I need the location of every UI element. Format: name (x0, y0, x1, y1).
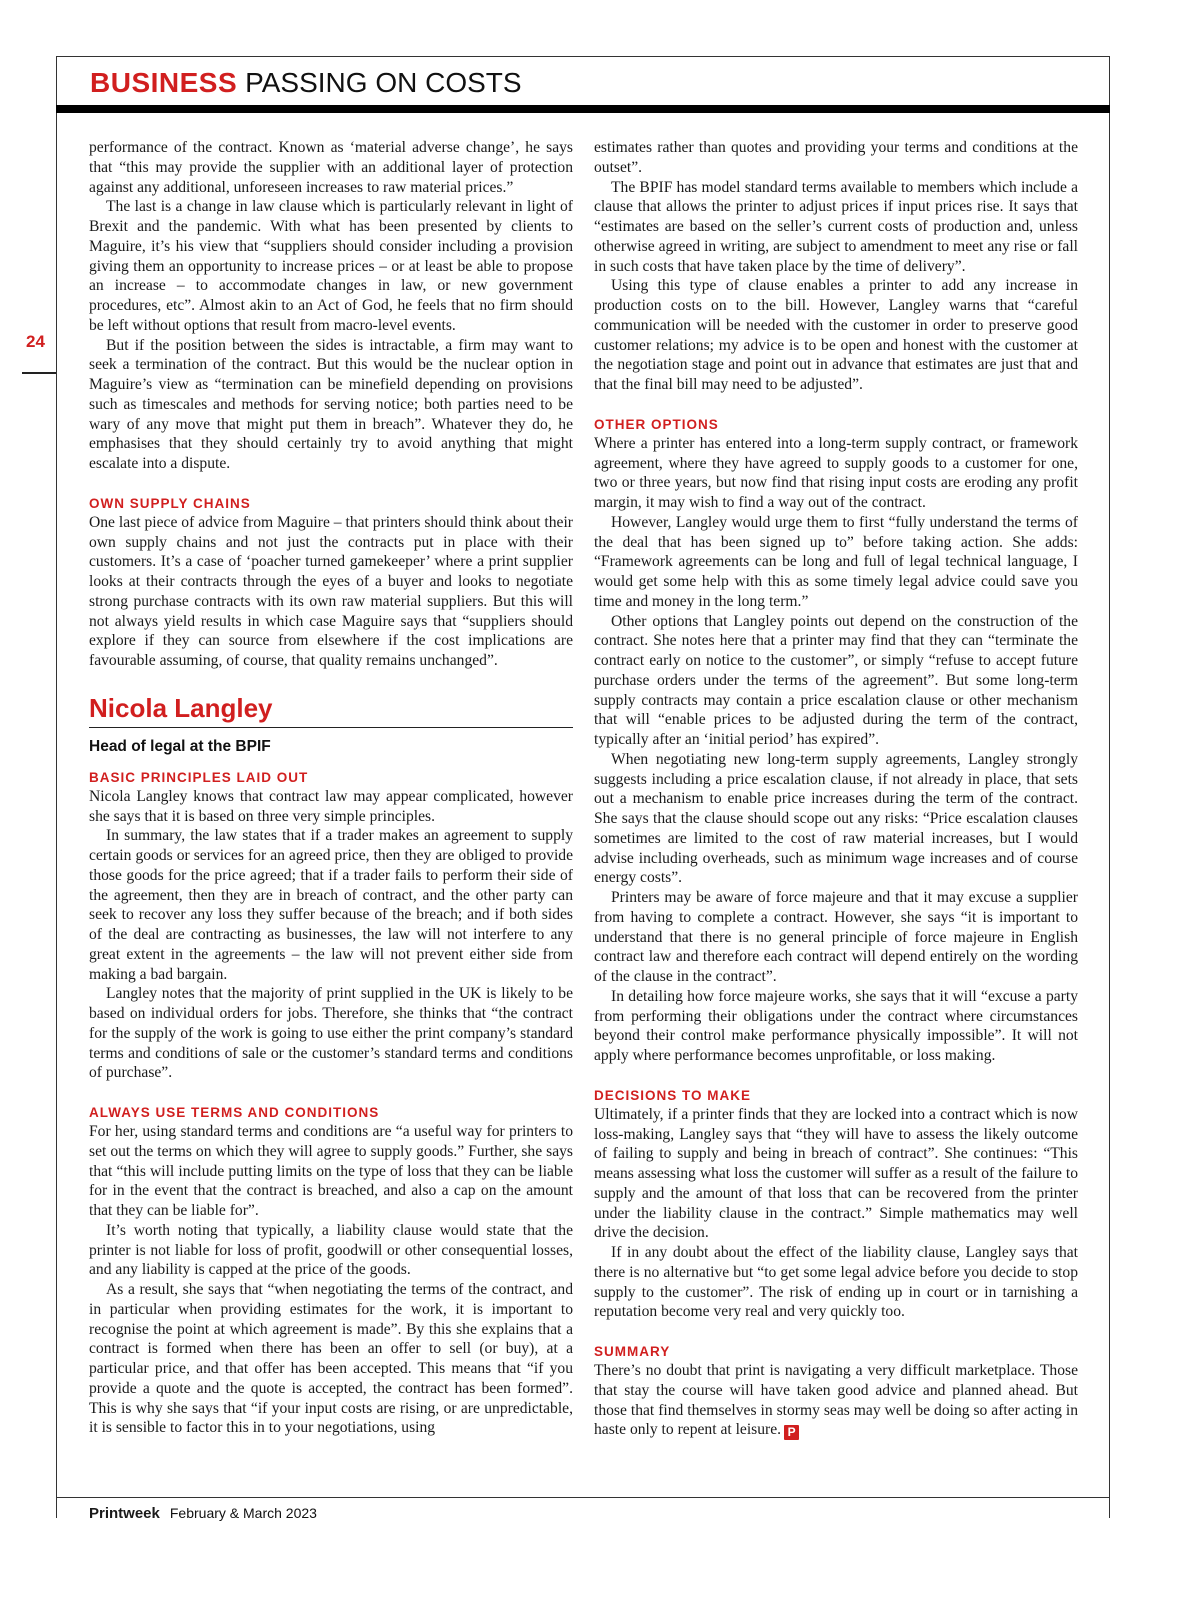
page-number: 24 (26, 332, 45, 351)
section-category: BUSINESS (90, 67, 238, 98)
section-title: PASSING ON COSTS (245, 67, 522, 98)
paragraph: Langley notes that the majority of print supplied in the UK is likely to be based on individual orders for jobs. Therefore, she thinks that “the contract for the supply of the work is going to use either the print company’s standard terms and conditions of sale or the customer’s standard terms and conditions of purchase”. (89, 985, 573, 1082)
paragraph: But if the position between the sides is intractable, a firm may want to seek a termination of the contract. But this would be the nuclear option in Maguire’s view as “termination can be minefield depending on provisions such as timescales and methods for serving notice; both parties need to be wary of any move that might put them in breach”. Whatever they do, he emphasises that they should certainly try to avoid anything that might escalate into a dispute. (89, 336, 573, 472)
paragraph: estimates rather than quotes and providing your terms and conditions at the outset”. (594, 139, 1078, 176)
frame-left-rule (56, 56, 57, 1518)
frame-right-rule (1109, 56, 1110, 1518)
paragraph: As a result, she says that “when negotiating the terms of the contract, and in particular when providing estimates for the work, it is important to recognise the point at which agreement is made”. By this she explains that a contract is formed when there has been an offer to sell (or buy), at a particular price, and that offer has been accepted. This means that “if you provide a quote and the quote is accepted, the contract has been formed”. This is why she says that “if your input costs are rising, or are unpredictable, it is sensible to factor this in to your negotiations, using (89, 1281, 573, 1437)
paragraph: However, Langley would urge them to first “fully understand the terms of the deal that has been signed up to” before taking action. She adds: “Framework agreements can be long and full of legal technical language, I would get some help with this as some timely legal advice could save you time and money in the long term.” (594, 513, 1078, 610)
subheading-terms-and-conditions: ALWAYS USE TERMS AND CONDITIONS (89, 1105, 380, 1120)
paragraph-final-text: There’s no doubt that print is navigating a very difficult marketplace. Those that stay the course will have taken good advice and planned ahead. But those that find themselves in stormy seas may well be doing so after acting in haste only to repent at leisure. (594, 1362, 1078, 1439)
page-number-tick (22, 372, 56, 374)
paragraph: Using this type of clause enables a printer to add any increase in production costs on to the bill. However, Langley warns that “careful communication will be needed with the customer in order to preserve good customer relations; my advice is to be open and honest with the customer at the negotiation stage and point out in advance that estimates are just that and that the final bill may need to be adjusted”. (594, 277, 1078, 393)
paragraph: Ultimately, if a printer finds that they are locked into a contract which is now loss-making, Langley says that “they will have to assess the likely outcome of failing to supply and being in breach of contract”. She continues: “This means assessing what loss the customer will suffer as a result of the failure to supply and the amount of that loss that can be recovered from the printer under the liability clause in the contract.” Simple mathematics may well drive the decision. (594, 1105, 1078, 1242)
paragraph: It’s worth noting that typically, a liability clause would state that the printer is not liable for loss of profit, goodwill or other consequential losses, and any liability is capped at the price of the goods. (89, 1221, 573, 1279)
paragraph: Printers may be aware of force majeure and that it may excuse a supplier from having to complete a contract. However, she says “it is important to understand that there is no general principle of force majeure in English contract law and therefore each contract will depend entirely on the wording of the clause in the contract”. (594, 889, 1078, 985)
footer (89, 1503, 317, 1524)
paragraph: performance of the contract. Known as ‘material adverse change’, he says that “this may provide the supplier with an additional layer of protection against any additional, unforeseen increases to raw material prices.” (89, 139, 573, 196)
paragraph: If in any doubt about the effect of the liability clause, Langley says that there is no alternative but “to get some legal advice before you decide to stop supply to the customer”. The risk of ending up in court or in tarnishing a reputation become very real and very quickly too. (594, 1244, 1078, 1321)
subheading-basic-principles: BASIC PRINCIPLES LAID OUT (89, 769, 309, 785)
paragraph: One last piece of advice from Maguire – that printers should think about their own supply chains and not just the contracts put in place with their customers. It’s a case of ‘poacher turned gamekeeper’ where a print supplier looks at their contracts through the eyes of a buyer and looks to negotiate strong purchase contracts with its own raw material suppliers. But this will not always yield results in which case Maguire says that “suppliers should explore if they can source from elsewhere if the cost implications are favourable assuming, of course, that quality remains unchanged”. (89, 513, 573, 669)
section-header (90, 66, 522, 100)
paragraph: The last is a change in law clause which is particularly relevant in light of Brexit and the pandemic. With what has been presented by clients to Maguire, it’s his view that “suppliers should consider including a provision giving them an opportunity to increase prices – or at least be able to propose an increase – to accommodate changes in law, or new government procedures, etc”. Almost akin to an Act of God, he feels that no firm should be left without options that result from macro-level events. (89, 198, 573, 334)
paragraph: For her, using standard terms and conditions are “a useful way for printers to set out the terms on which they will agree to supply goods.” Further, she says that “this will include putting limits on the type of loss that they can be liable for in the event that the contract is breached, and also a cap on the amount that they can be liable for”. (89, 1123, 573, 1219)
publication-name: Printweek (89, 1505, 160, 1522)
paragraph: Where a printer has entered into a long-term supply contract, or framework agreement, where they have agreed to supply goods to a customer for one, two or three years, but now find that rising input costs are eroding any profit margin, it may wish to find a way out of the contract. (594, 434, 1078, 511)
header-rule (56, 105, 1110, 113)
subheading-summary: SUMMARY (594, 1344, 671, 1359)
subheading-other-options: OTHER OPTIONS (594, 416, 719, 432)
person-role: Head of legal at the BPIF (89, 737, 271, 755)
person-name: Nicola Langley (89, 691, 573, 728)
subheading-own-supply-chains: OWN SUPPLY CHAINS (89, 495, 251, 511)
subheading-decisions-to-make: DECISIONS TO MAKE (594, 1087, 752, 1103)
issue-date: February & March 2023 (169, 1505, 317, 1521)
paragraph: Nicola Langley knows that contract law may appear complicated, however she says that it is based on three very simple principles. (89, 787, 573, 825)
left-column (89, 138, 573, 1438)
footer-rule (56, 1497, 1110, 1498)
paragraph: In summary, the law states that if a trader makes an agreement to supply certain goods or services for an agreed price, then they are obliged to provide those goods for the price agreed; that if a trader fails to perform their side of the agreement, then they are in breach of contract, and the other party can seek to recover any loss they suffer because of the breach; and if both sides of the deal are contracting as businesses, the law will not interfere to any great extent in the agreements – the law will not prevent either side from making a bad bargain. (89, 827, 573, 983)
paragraph: The BPIF has model standard terms available to members which include a clause that allows the printer to adjust prices if input prices rise. It says that “estimates are based on the seller’s current costs of production and, unless otherwise agreed in writing, are subject to amendment to meet any rise or fall in such costs that have taken place by the time of delivery”. (594, 178, 1078, 275)
paragraph-final (594, 1361, 1078, 1440)
paragraph: When negotiating new long-term supply agreements, Langley strongly suggests including a price escalation clause, if not already in place, that sets out a mechanism to enable price increases during the term of the contract. She says that the clause should scope out any risks: “Price escalation clauses sometimes are limited to the cost of raw material increases, but I would advise including overheads, such as minimum wage increases and of course energy costs”. (594, 750, 1078, 887)
right-column (594, 138, 1078, 1440)
paragraph: Other options that Langley points out depend on the construction of the contract. She notes here that a printer may find that they can “terminate the contract early on notice to the customer”, or simply “refuse to accept future purchase orders under the terms of the agreement”. But some long-term supply contracts may contain a price escalation clause or other mechanism that will “enable prices to be adjusted during the term of the contract, typically after an ‘initial period’ has expired”. (594, 612, 1078, 748)
end-mark-icon: P (784, 1425, 799, 1440)
frame-top-rule (56, 56, 1110, 57)
paragraph: In detailing how force majeure works, she says that it will “excuse a party from performing their obligations under the contract where circumstances beyond their control make performance physically impossible”. It will not apply where performance becomes unprofitable, or loss making. (594, 987, 1078, 1064)
